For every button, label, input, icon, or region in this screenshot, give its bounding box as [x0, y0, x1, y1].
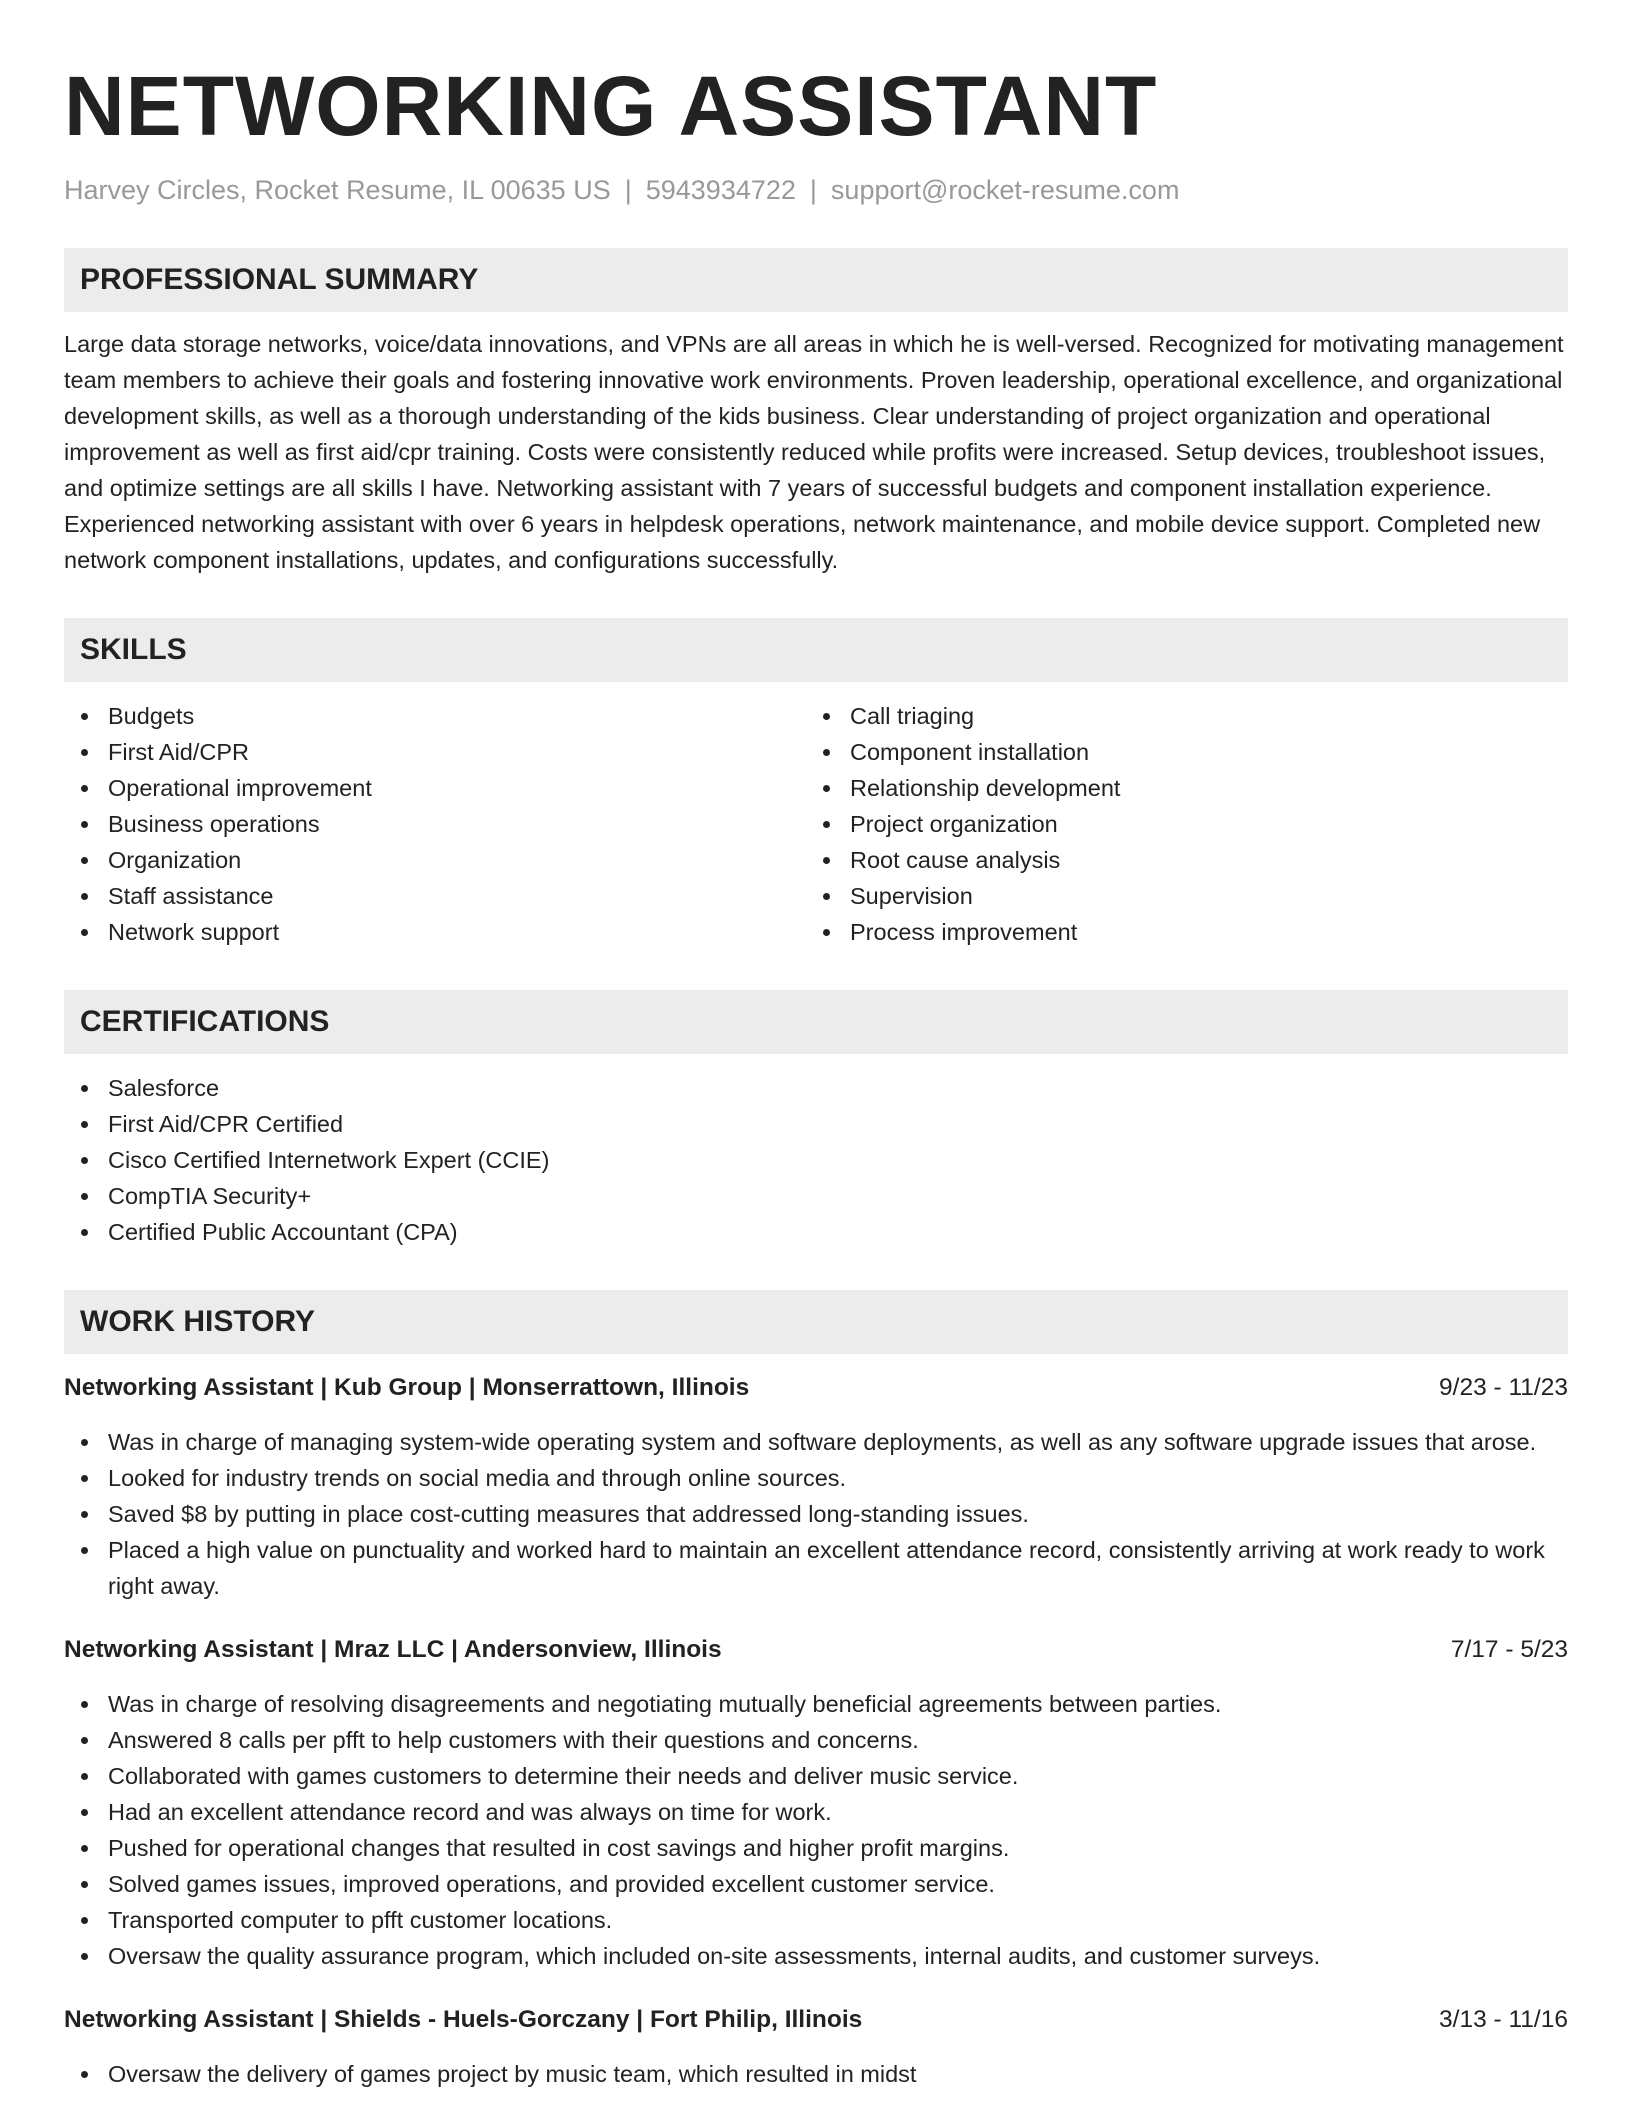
work-history-heading: WORK HISTORY [64, 1290, 1568, 1354]
skill-item: Staff assistance [64, 878, 806, 914]
job-title: Networking Assistant | Kub Group | Monserrattown, Illinois [64, 1374, 750, 1401]
job-dates: 9/23 - 11/23 [1439, 1374, 1568, 1401]
page-title: NETWORKING ASSISTANT [64, 59, 1158, 153]
contact-separator: | [624, 175, 632, 205]
work-history-list [64, 1370, 1568, 2092]
skills-grid [64, 698, 1568, 950]
skill-item: Process improvement [806, 914, 1548, 950]
skill-item: Network support [64, 914, 806, 950]
job-bullet: Oversaw the quality assurance program, which included on-site assessments, internal audits, and customer surveys. [64, 1938, 1568, 1974]
job-header [64, 1632, 1568, 1668]
skill-item: Business operations [64, 806, 806, 842]
job-bullet: Was in charge of resolving disagreements and negotiating mutually beneficial agreements between parties. [64, 1686, 1568, 1722]
skill-item: Supervision [806, 878, 1548, 914]
contact-phone: 5943934722 [645, 175, 796, 205]
certifications-heading: CERTIFICATIONS [64, 990, 1568, 1054]
job-bullet: Collaborated with games customers to determine their needs and deliver music service. [64, 1758, 1568, 1794]
job-dates: 7/17 - 5/23 [1450, 1636, 1568, 1663]
job-title: Networking Assistant | Shields - Huels-Gorczany | Fort Philip, Illinois [64, 2006, 863, 2033]
certifications-list [64, 1070, 1568, 1250]
certification-item: First Aid/CPR Certified [64, 1106, 1568, 1142]
job-bullet: Oversaw the delivery of games project by music team, which resulted in midst [64, 2056, 1568, 2092]
job-dates: 3/13 - 11/16 [1439, 2006, 1568, 2033]
summary-heading: PROFESSIONAL SUMMARY [64, 248, 1568, 312]
skill-item: Operational improvement [64, 770, 806, 806]
job-entry [64, 1370, 1568, 1604]
job-bullets [64, 1686, 1568, 1974]
skill-item: Root cause analysis [806, 842, 1548, 878]
job-bullet: Pushed for operational changes that resulted in cost savings and higher profit margins. [64, 1830, 1568, 1866]
contact-separator: | [809, 175, 817, 205]
skill-item: Component installation [806, 734, 1548, 770]
job-header [64, 1370, 1568, 1406]
summary-text: Large data storage networks, voice/data innovations, and VPNs are all areas in which he is well-versed. Recognized for motivating management team members to achieve their goals and fostering innovative work environments. Proven leadership, operational excellence, and organizational development skills, as well as a thorough understanding of the kids business. Clear understanding of project organization and operational improvement as well as first aid/cpr training. Costs were consistently reduced while profits were increased. Setup devices, troubleshoot issues, and optimize settings are all skills I have. Networking assistant with 7 years of successful budgets and component installation experience. Experienced networking assistant with over 6 years in helpdesk operations, network maintenance, and mobile device support. Completed new network component installations, updates, and configurations successfully. [64, 331, 1564, 573]
certification-item: Certified Public Accountant (CPA) [64, 1214, 1568, 1250]
job-bullet: Transported computer to pfft customer locations. [64, 1902, 1568, 1938]
certification-item: Cisco Certified Internetwork Expert (CCIE) [64, 1142, 1568, 1178]
certification-item: CompTIA Security+ [64, 1178, 1568, 1214]
skills-list-right [806, 698, 1548, 950]
job-bullets [64, 1424, 1568, 1604]
job-bullet: Had an excellent attendance record and was always on time for work. [64, 1794, 1568, 1830]
contact-address: Harvey Circles, Rocket Resume, IL 00635 US [64, 175, 611, 205]
job-bullet: Looked for industry trends on social media and through online sources. [64, 1460, 1568, 1496]
job-bullet: Answered 8 calls per pfft to help customers with their questions and concerns. [64, 1722, 1568, 1758]
job-bullet: Saved $8 by putting in place cost-cutting measures that addressed long-standing issues. [64, 1496, 1568, 1532]
contact-email: support@rocket-resume.com [830, 175, 1180, 205]
job-bullet: Solved games issues, improved operations, and provided excellent customer service. [64, 1866, 1568, 1902]
job-bullet: Was in charge of managing system-wide operating system and software deployments, as well as any software upgrade issues that arose. [64, 1424, 1568, 1460]
job-bullets [64, 2056, 1568, 2092]
job-title: Networking Assistant | Mraz LLC | Andersonview, Illinois [64, 1636, 722, 1663]
skill-item: Organization [64, 842, 806, 878]
skill-item: Call triaging [806, 698, 1548, 734]
skill-item: Budgets [64, 698, 806, 734]
job-entry [64, 1632, 1568, 1974]
skills-list-left [64, 698, 806, 950]
job-header [64, 2002, 1568, 2038]
skill-item: Project organization [806, 806, 1548, 842]
job-bullet: Placed a high value on punctuality and worked hard to maintain an excellent attendance record, consistently arriving at work ready to work right away. [64, 1532, 1568, 1604]
job-entry [64, 2002, 1568, 2092]
skill-item: First Aid/CPR [64, 734, 806, 770]
contact-line [64, 172, 1568, 208]
skill-item: Relationship development [806, 770, 1548, 806]
skills-heading: SKILLS [64, 618, 1568, 682]
certification-item: Salesforce [64, 1070, 1568, 1106]
